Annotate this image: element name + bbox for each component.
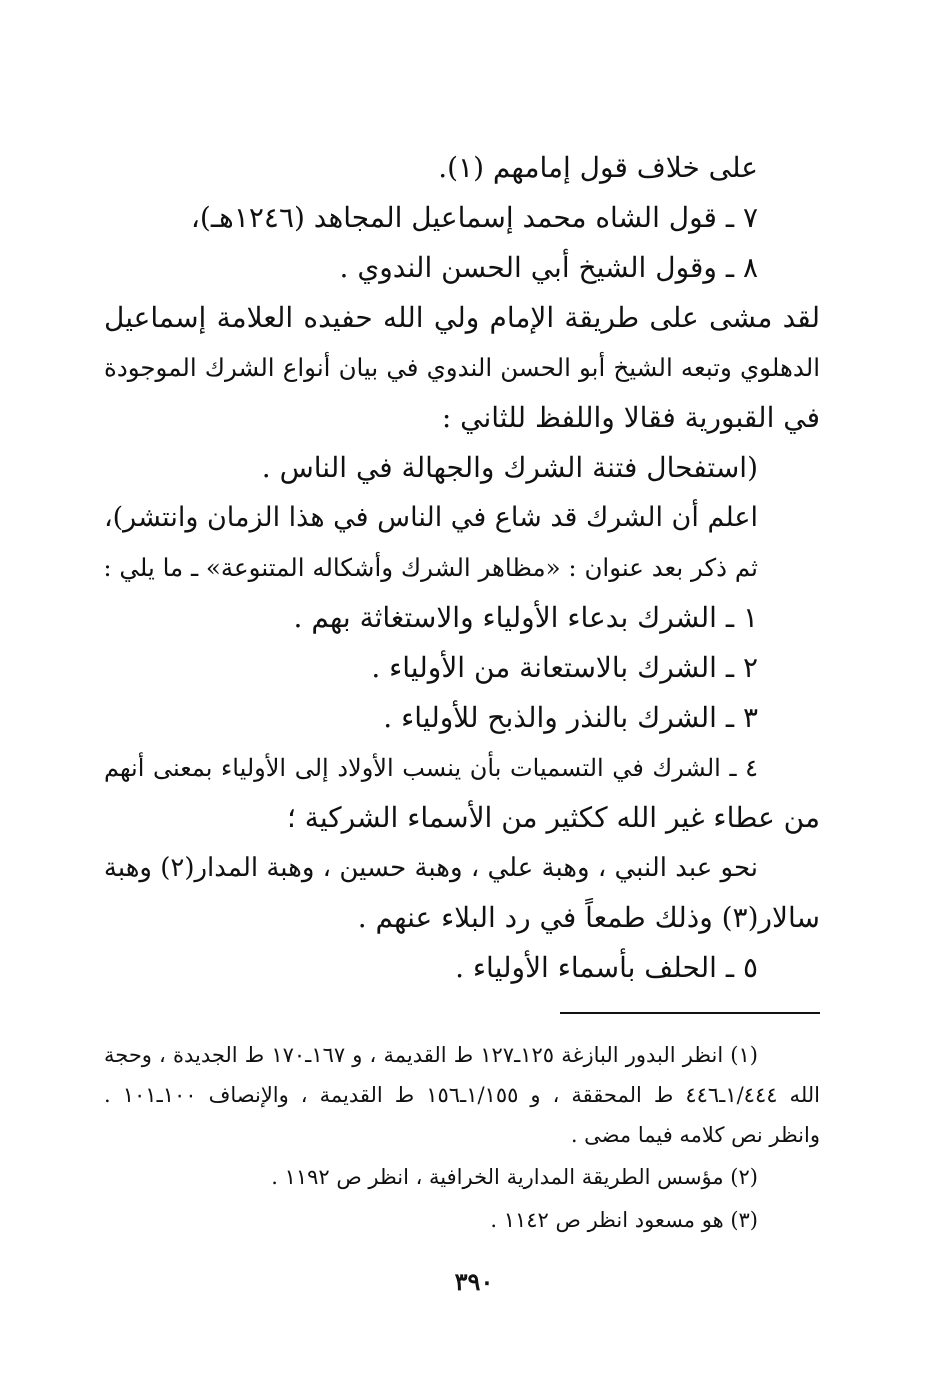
body-line-5: الدهلوي وتبعه الشيخ أبو الحسن الندوي في بيان أنواع الشرك الموجودة	[104, 353, 820, 382]
body-line-8: اعلم أن الشرك قد شاع في الناس في هذا الزمان وانتشر)،	[103, 502, 758, 533]
body-line-6: في القبورية فقالا واللفظ للثاني :	[441, 401, 820, 434]
page-number: ٣٩٠	[454, 1267, 494, 1296]
footnote-line-2: الله ١/٤٤٤ـ٤٤٦ ط المحققة ، و ١/١٥٥ـ١٥٦ ط القديمة ، والإنصاف ١٠٠ـ١٠١ .	[104, 1083, 821, 1107]
body-line-3: ٨ ـ وقول الشيخ أبي الحسن الندوي .	[339, 251, 758, 284]
body-line-1: على خلاف قول إمامهم (١).	[438, 151, 758, 184]
body-line-11: ٢ ـ الشرك بالاستعانة من الأولياء .	[371, 651, 758, 684]
body-line-2: ٧ ـ قول الشاه محمد إسماعيل المجاهد (١٢٤٦هـ)،	[190, 201, 758, 234]
footnote-separator	[560, 1012, 820, 1014]
footnote-line-4: (٢) مؤسس الطريقة المدارية الخرافية ، انظر ص ١١٩٢ .	[271, 1165, 758, 1189]
body-line-14: من عطاء غير الله ككثير من الأسماء الشركية ؛	[287, 801, 820, 834]
footnote-line-5: (٣) هو مسعود انظر ص ١١٤٢ .	[490, 1208, 758, 1232]
body-line-12: ٣ ـ الشرك بالنذر والذبح للأولياء .	[383, 701, 758, 734]
body-line-13: ٤ ـ الشرك في التسميات بأن ينسب الأولاد إلى الأولياء بمعنى أنهم	[104, 754, 758, 782]
body-line-10: ١ ـ الشرك بدعاء الأولياء والاستغاثة بهم .	[293, 601, 758, 634]
body-line-16: سالار(٣) وذلك طمعاً في رد البلاء عنهم .	[357, 901, 820, 934]
body-line-4: لقد مشى على طريقة الإمام ولي الله حفيده العلامة إسماعيل	[104, 301, 820, 334]
body-line-9: ثم ذكر بعد عنوان : «مظاهر الشرك وأشكاله المتنوعة» ـ ما يلي :	[103, 553, 758, 582]
footnote-line-3: وانظر نص كلامه فيما مضى .	[570, 1123, 820, 1147]
body-line-7: (استفحال فتنة الشرك والجهالة في الناس .	[261, 451, 758, 484]
footnote-line-1: (١) انظر البدور البازغة ١٢٥ـ١٢٧ ط القديمة ، و ١٦٧ـ١٧٠ ط الجديدة ، وحجة	[104, 1043, 758, 1067]
body-line-15: نحو عبد النبي ، وهبة علي ، وهبة حسين ، وهبة المدار(٢) وهبة	[103, 853, 758, 883]
body-line-17: ٥ ـ الحلف بأسماء الأولياء .	[455, 951, 758, 984]
